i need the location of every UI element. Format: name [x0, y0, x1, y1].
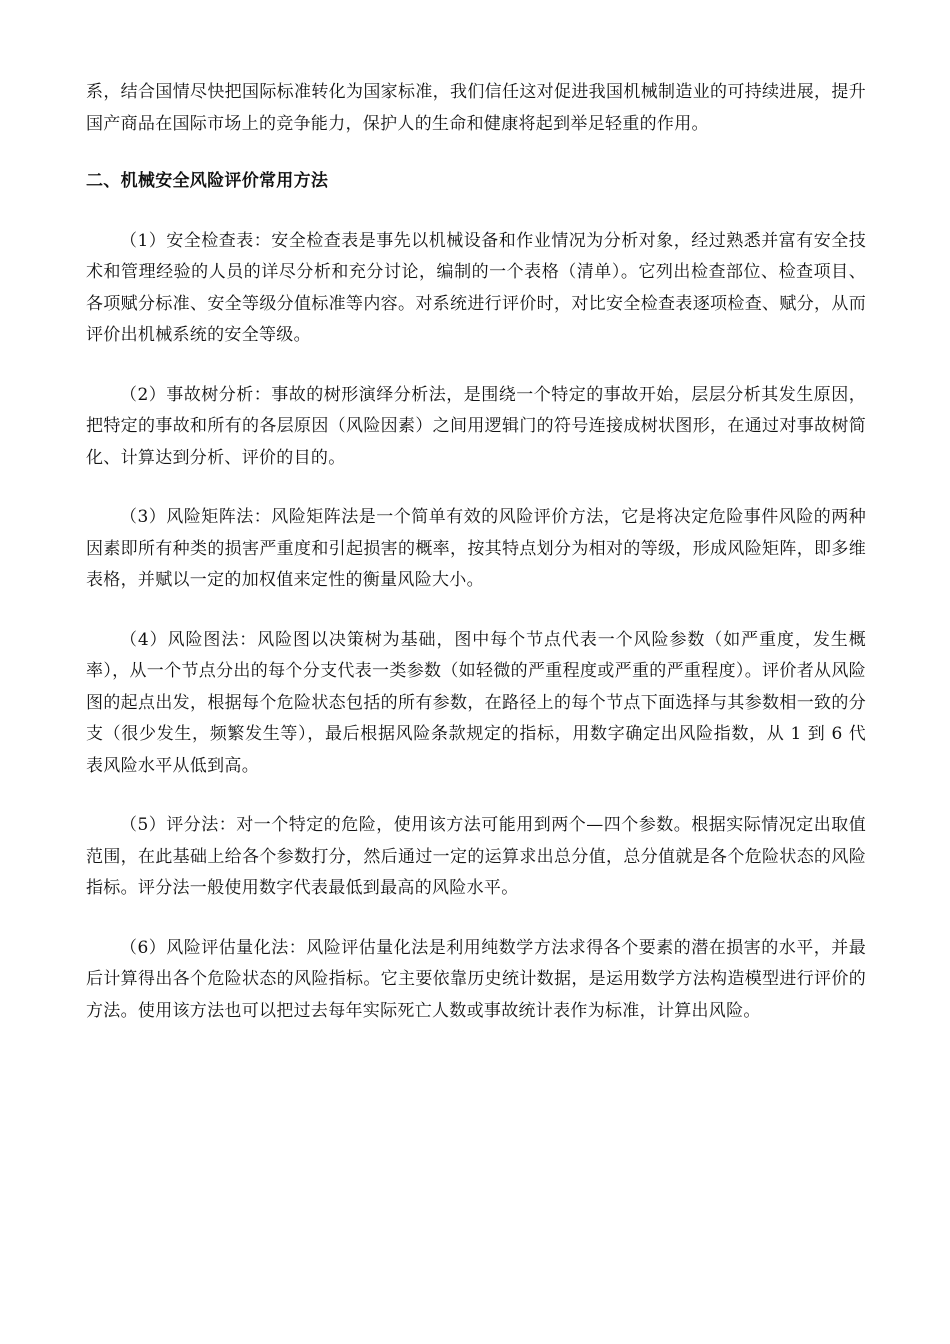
section-heading: 二、机械安全风险评价常用方法 [86, 171, 329, 191]
intro-paragraph: 系，结合国情尽快把国际标准转化为国家标准，我们信任这对促进我国机械制造业的可持续进展，提升国产商品在国际市场上的竞争能力，保护人的生命和健康将起到举足轻重的作用。 [86, 82, 866, 134]
method-paragraph-quantification: （6）风险评估量化法：风险评估量化法是利用纯数学方法求得各个要素的潜在损害的水平，并最后计算得出各个危险状态的风险指标。它主要依靠历史统计数据，是运用数学方法构造模型进行评价的方法。使用该方法也可以把过去每年实际死亡人数或事故统计表作为标准，计算出风险。 [86, 937, 866, 1021]
method-paragraph-scoring: （5）评分法：对一个特定的危险，使用该方法可能用到两个—四个参数。根据实际情况定出取值范围，在此基础上给各个参数打分，然后通过一定的运算求出总分值，总分值就是各个危险状态的风险指标。评分法一般使用数字代表最低到最高的风险水平。 [86, 815, 866, 898]
method-paragraph-fault-tree: （2）事故树分析：事故的树形演绎分析法，是围绕一个特定的事故开始，层层分析其发生原因，把特定的事故和所有的各层原因（风险因素）之间用逻辑门的符号连接成树状图形，在通过对事故树简化、计算达到分析、评价的目的。 [86, 384, 866, 468]
method-paragraph-safety-checklist: （1）安全检查表：安全检查表是事先以机械设备和作业情况为分析对象，经过熟悉并富有安全技术和管理经验的人员的详尽分析和充分讨论，编制的一个表格（清单）。它列出检查部位、检查项目、各项赋分标准、安全等级分值标准等内容。对系统进行评价时，对比安全检查表逐项检查、赋分，从而评价出机械系统的安全等级。 [86, 230, 866, 345]
method-paragraph-risk-matrix: （3）风险矩阵法：风险矩阵法是一个简单有效的风险评价方法，它是将决定危险事件风险的两种因素即所有种类的损害严重度和引起损害的概率，按其特点划分为相对的等级，形成风险矩阵，即多维表格，并赋以一定的加权值来定性的衡量风险大小。 [86, 507, 866, 590]
method-paragraph-risk-graph: （4）风险图法：风险图以决策树为基础，图中每个节点代表一个风险参数（如严重度，发生概率），从一个节点分出的每个分支代表一类参数（如轻微的严重程度或严重的严重程度）。评价者从风险图的起点出发，根据每个危险状态包括的所有参数，在路径上的每个节点下面选择与其参数相一致的分支（很少发生，频繁发生等），最后根据风险条款规定的指标，用数字确定出风险指数，从 1 到 6 代表风险水平从低到高。 [86, 629, 866, 776]
document-page [86, 77, 866, 1027]
